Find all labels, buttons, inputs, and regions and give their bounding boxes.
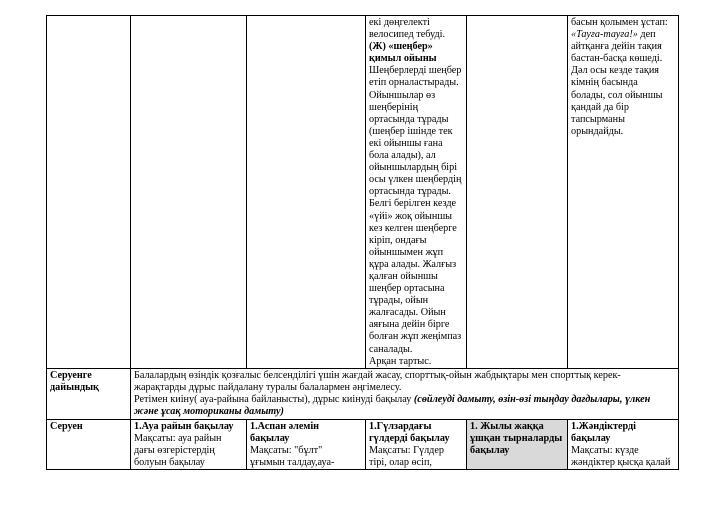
text-line: ойыншымен жұп [369, 246, 444, 258]
title-line: бақылау [470, 444, 510, 456]
bicycle-text [369, 17, 464, 41]
plan-table [46, 15, 679, 470]
walk-prep-line3 [134, 394, 676, 406]
title-line: бақылау [250, 432, 290, 444]
walk-prep-bold: (сөйлеуді дамыту, өзін-өзі тыңдау дағдылары, үлкен [413, 393, 651, 405]
text-line: қалған ойыншы [369, 270, 438, 282]
text-line: болады, сол ойыншы [571, 89, 663, 101]
observation-title [470, 421, 565, 457]
circle-game-title [369, 41, 464, 65]
text-line: дағы өзгерістердің [134, 444, 215, 456]
walk-prep-plain: Ретімен киіну( ауа-райына байланысты), дұрыс киінуді бақылау [134, 393, 414, 405]
hat-game-description [571, 41, 676, 138]
walk-label: Серуен [47, 419, 131, 469]
text-line: етіп орналастырады. [369, 77, 459, 89]
cell-r1-c1 [47, 16, 131, 369]
hat-game-quote: «Тауға-тауға!» [571, 29, 638, 41]
text-line: Белгі берілген кезде [369, 198, 457, 210]
observation-goal [134, 433, 244, 469]
cell-r1-c4 [366, 16, 467, 369]
walk-prep-text [131, 368, 679, 419]
text-line: ортасында тұрады. [369, 186, 451, 198]
cell-r1-c6 [568, 16, 679, 369]
text-line: ортасында тұрады [369, 113, 449, 125]
text-line: тірі, олар өсіп, [369, 457, 432, 468]
text-line: велосипед тебуді. [369, 29, 446, 41]
title-line: 1.Гүлзардағы [369, 420, 432, 432]
title-line: гүлдерді бақылау [369, 432, 450, 444]
text-line: орындайды. [571, 125, 624, 137]
label-line: дайындық [50, 381, 99, 393]
text-line: кімнің басында [571, 77, 638, 89]
text-line: Арқан тартыс. [369, 355, 432, 367]
observation-goal [571, 445, 676, 469]
text-line: жәндіктер қысқа қалай [571, 457, 671, 468]
observation-goal [369, 445, 464, 469]
cell-r1-c2 [131, 16, 247, 369]
text-line: шеңберінің [369, 101, 419, 113]
text-line: саналады. [369, 343, 413, 355]
title-line: 1.Жәндіктерді [571, 420, 636, 432]
text-line: Мақсаты: "бұлт" [250, 444, 323, 456]
text-line: қандай да бір [571, 101, 629, 113]
text-line: Дәл осы кезде тақия [571, 65, 659, 77]
circle-game-description [369, 65, 464, 367]
hat-game-line1: басын қолымен ұстап: [571, 17, 668, 28]
text-line: осы үлкен шеңбердің [369, 174, 462, 186]
title-line: бақылау [571, 432, 611, 444]
label-line: Серуенге [50, 369, 92, 381]
title-line: 1.Ауа райын бақылау [134, 420, 234, 432]
text-line: екі дөңгелекті [369, 17, 430, 28]
walk-prep-line4: және ұсақ моториканы дамыту) [134, 406, 284, 417]
text-line: тұрады, ойын [369, 295, 429, 307]
table-row-walk-prep [47, 368, 679, 419]
text-line: Мақсаты: ауа райын [134, 432, 222, 444]
text-line: тапсырманы [571, 113, 625, 125]
text-line: болуын бақылау [134, 457, 205, 468]
title-line: 1.Аспан әлемін [250, 420, 320, 432]
text-line: Мақсаты: күзде [571, 444, 639, 456]
text-line: ұғымын талдау,ауа- [250, 457, 335, 468]
hat-game-quote-suffix: деп [637, 29, 656, 41]
walk-cell-weather [131, 419, 247, 469]
walk-cell-insects [568, 419, 679, 469]
observation-goal [250, 445, 363, 469]
text-line: екі ойыншы ғана [369, 137, 443, 149]
observation-title [250, 421, 363, 445]
text-line: (шеңбер ішінде тек [369, 125, 453, 137]
title-line: (Ж) «шеңбер» [369, 41, 433, 53]
cell-r1-c5 [467, 16, 568, 369]
text-line: шеңбер ортасына [369, 283, 445, 295]
title-line: қимыл ойыны [369, 53, 437, 65]
text-line: ойыншылардың бірі [369, 162, 458, 174]
text-line: аяғына дейін бірге [369, 319, 450, 331]
hat-game-quote-line [571, 29, 676, 41]
text-line: бастан-басқа көшеді. [571, 53, 663, 65]
text-line: Ойыншылар өз [369, 89, 436, 101]
text-line: құра алады. Жалғыз [369, 258, 457, 270]
walk-prep-label [47, 368, 131, 419]
text-line: Балалардың өзіндік қозғалыс белсенділігі үшін жағдай жасау, спорттық-ойын жабдықтары мен спорттық керек- [134, 369, 621, 381]
table-row-games [47, 16, 679, 369]
text-line: жарақтарды дұрыс пайдалану туралы балалармен әңгімелесу. [134, 381, 402, 393]
walk-cell-sky [247, 419, 366, 469]
walk-cell-cranes [467, 419, 568, 469]
text-line: Мақсаты: Гүлдер [369, 444, 444, 456]
table-row-walk [47, 419, 679, 469]
text-line: кіріп, ондағы [369, 234, 427, 246]
title-line: ұшқан тырналарды [470, 432, 563, 444]
text-line: «үйі» жоқ ойыншы [369, 210, 453, 222]
text-line: болған жұп жеңімпаз [369, 331, 462, 343]
text-line: Шеңберлерді шеңбер [369, 65, 462, 77]
cell-r1-c3 [247, 16, 366, 369]
text-line: бола алады), ал [369, 150, 436, 162]
text-line: жалғасады. Ойын [369, 307, 446, 319]
text-line: айтқанға дейін тақия [571, 41, 662, 53]
observation-title [571, 421, 676, 445]
observation-title [369, 421, 464, 445]
text-line: кез келген шеңберге [369, 222, 457, 234]
observation-title [134, 421, 244, 433]
walk-cell-flowers [366, 419, 467, 469]
title-line: 1. Жылы жаққа [470, 420, 544, 432]
